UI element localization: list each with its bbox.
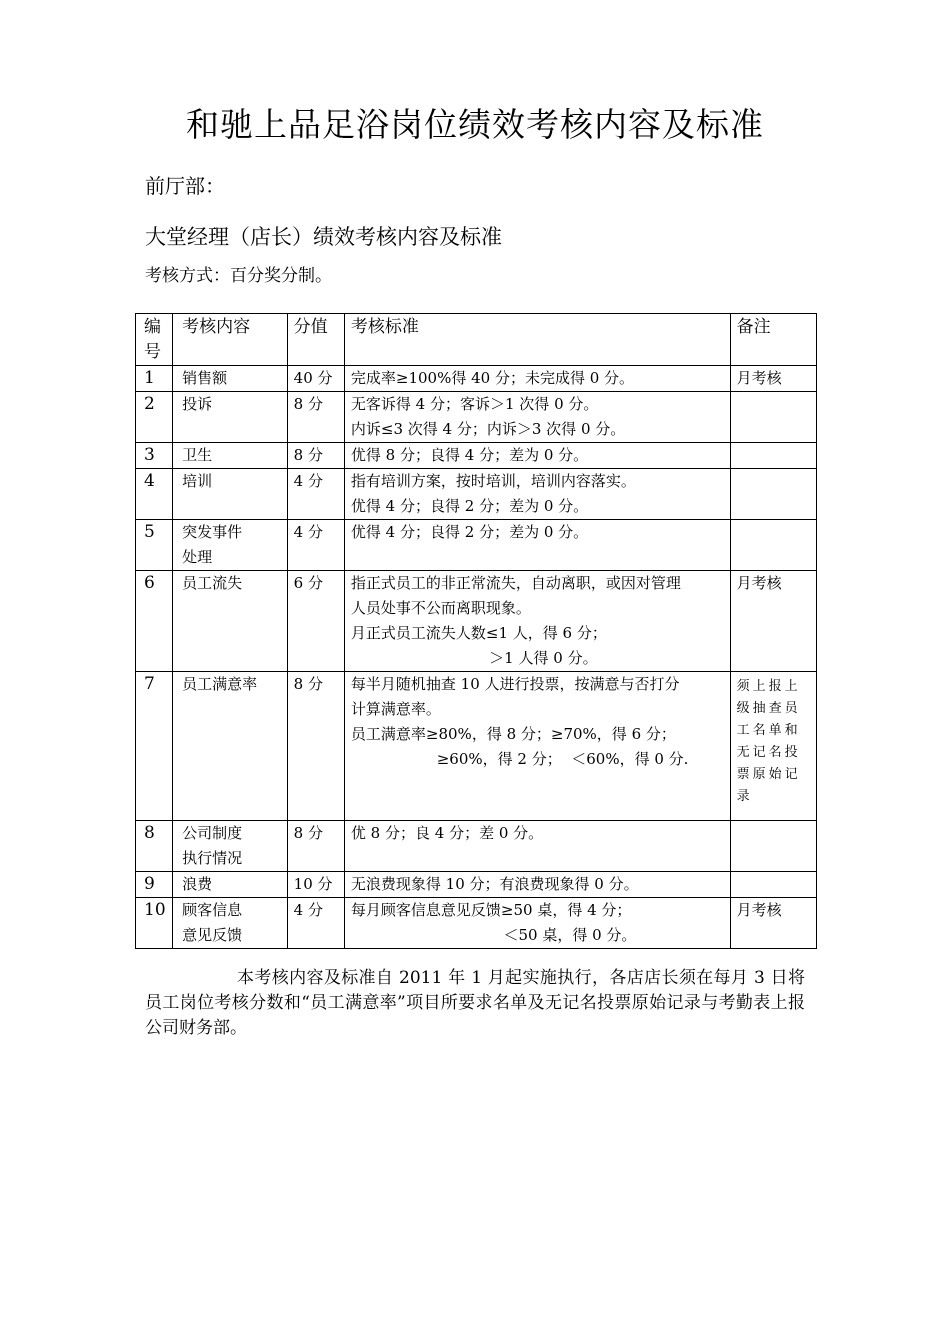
standard-line: 人员处事不公而离职现象。: [350, 599, 531, 617]
row-no: 9: [136, 872, 173, 898]
row-standard: [344, 469, 730, 520]
row-no: 1: [136, 366, 173, 392]
row-item: 员工流失: [173, 571, 288, 672]
table-row: [136, 571, 817, 672]
row-item: [173, 520, 288, 571]
item-text: 公司制度执行情况: [182, 824, 243, 867]
item-text: 突发事件处理: [182, 523, 243, 566]
table-row: [136, 392, 817, 443]
row-score: 4 分: [287, 520, 344, 571]
row-item: 员工满意率: [173, 672, 288, 821]
row-no: 10: [136, 898, 173, 949]
header-note: 备注: [730, 314, 816, 366]
row-no: 3: [136, 443, 173, 469]
assessment-table: [135, 313, 817, 949]
assessment-method: 考核方式：百分奖分制。: [145, 266, 332, 286]
row-note: [730, 392, 816, 443]
document-title: 和驰上品足浴岗位绩效考核内容及标准: [186, 105, 764, 144]
standard-line: 每半月随机抽查 10 人进行投票，按满意与否打分: [350, 675, 680, 693]
row-standard: [344, 821, 730, 872]
table-row: [136, 821, 817, 872]
row-item: 培训: [173, 469, 288, 520]
row-note: [730, 821, 816, 872]
row-score: 4 分: [287, 898, 344, 949]
row-note: [730, 672, 816, 821]
row-item: 浪费: [173, 872, 288, 898]
header-score: 分值: [287, 314, 344, 366]
row-score: 4 分: [287, 469, 344, 520]
row-standard: [344, 520, 730, 571]
row-score: 8 分: [287, 672, 344, 821]
standard-line: 计算满意率。: [350, 700, 441, 718]
row-standard: [344, 898, 730, 949]
row-no: 6: [136, 571, 173, 672]
table-row: [136, 469, 817, 520]
row-no: 2: [136, 392, 173, 443]
footer-paragraph: 本考核内容及标准自 2011 年 1 月起实施执行，各店店长须在每月 3 日将员工岗位考核分数和“员工满意率”项目所要求名单及无记名投票原始记录与考勤表上报公司财务部。: [145, 968, 805, 1038]
note-text: 须上报上级抽查员工名单和无记名投票原始记录: [736, 679, 801, 804]
table-row: [136, 898, 817, 949]
row-standard: [344, 571, 730, 672]
row-standard: [344, 366, 730, 392]
row-score: 8 分: [287, 443, 344, 469]
row-item: 销售额: [173, 366, 288, 392]
row-score: 40 分: [287, 366, 344, 392]
row-no: 8: [136, 821, 173, 872]
standard-line: 优得 4 分；良得 2 分；差为 0 分。: [350, 523, 589, 541]
standard-line: 员工满意率≥80%，得 8 分；≥70%，得 6 分；: [350, 725, 676, 743]
section-subtitle: 大堂经理（店长）绩效考核内容及标准: [145, 225, 502, 249]
standard-line: 无浪费现象得 10 分；有浪费现象得 0 分。: [350, 875, 639, 893]
table-row: [136, 872, 817, 898]
row-no: 4: [136, 469, 173, 520]
table-row: [136, 366, 817, 392]
standard-line: ＜50 桌，得 0 分。: [350, 926, 637, 944]
row-standard: [344, 443, 730, 469]
table-row: [136, 672, 817, 821]
row-note: [730, 520, 816, 571]
row-note: 月考核: [730, 366, 816, 392]
header-item: 考核内容: [173, 314, 288, 366]
row-note: 月考核: [730, 571, 816, 672]
row-standard: [344, 392, 730, 443]
table-header-row: [136, 314, 817, 366]
standard-line: 内诉≤3 次得 4 分；内诉＞3 次得 0 分。: [350, 420, 626, 438]
department-label: 前厅部：: [145, 174, 225, 198]
row-note: [730, 443, 816, 469]
table-row: [136, 443, 817, 469]
standard-line: 月正式员工流失人数≤1 人，得 6 分；: [350, 624, 607, 642]
row-note: [730, 872, 816, 898]
item-text: 顾客信息意见反馈: [182, 901, 243, 944]
standard-line: 优 8 分；良 4 分；差 0 分。: [350, 824, 544, 842]
row-note: 月考核: [730, 898, 816, 949]
row-no: 5: [136, 520, 173, 571]
standard-line: 指有培训方案，按时培训，培训内容落实。: [350, 472, 636, 490]
row-item: 卫生: [173, 443, 288, 469]
standard-line: 无客诉得 4 分；客诉＞1 次得 0 分。: [350, 395, 599, 413]
standard-line: 完成率≥100%得 40 分；未完成得 0 分。: [350, 369, 635, 387]
row-item: [173, 898, 288, 949]
standard-line: 优得 4 分；良得 2 分；差为 0 分。: [350, 497, 589, 515]
standard-line: 指正式员工的非正常流失，自动离职，或因对管理: [350, 574, 681, 592]
header-standard: 考核标准: [344, 314, 730, 366]
standard-line: 每月顾客信息意见反馈≥50 桌，得 4 分；: [350, 901, 632, 919]
row-item: [173, 821, 288, 872]
row-no: 7: [136, 672, 173, 821]
row-note: [730, 469, 816, 520]
standard-line: ＞1 人得 0 分。: [350, 649, 598, 667]
standard-line: 优得 8 分；良得 4 分；差为 0 分。: [350, 446, 589, 464]
row-score: 6 分: [287, 571, 344, 672]
row-standard: [344, 672, 730, 821]
row-standard: [344, 872, 730, 898]
row-item: 投诉: [173, 392, 288, 443]
row-score: 10 分: [287, 872, 344, 898]
header-no: 编号: [136, 314, 173, 366]
table-row: [136, 520, 817, 571]
row-score: 8 分: [287, 821, 344, 872]
standard-line: ≥60%，得 2 分； ＜60%，得 0 分.: [350, 750, 689, 768]
row-score: 8 分: [287, 392, 344, 443]
